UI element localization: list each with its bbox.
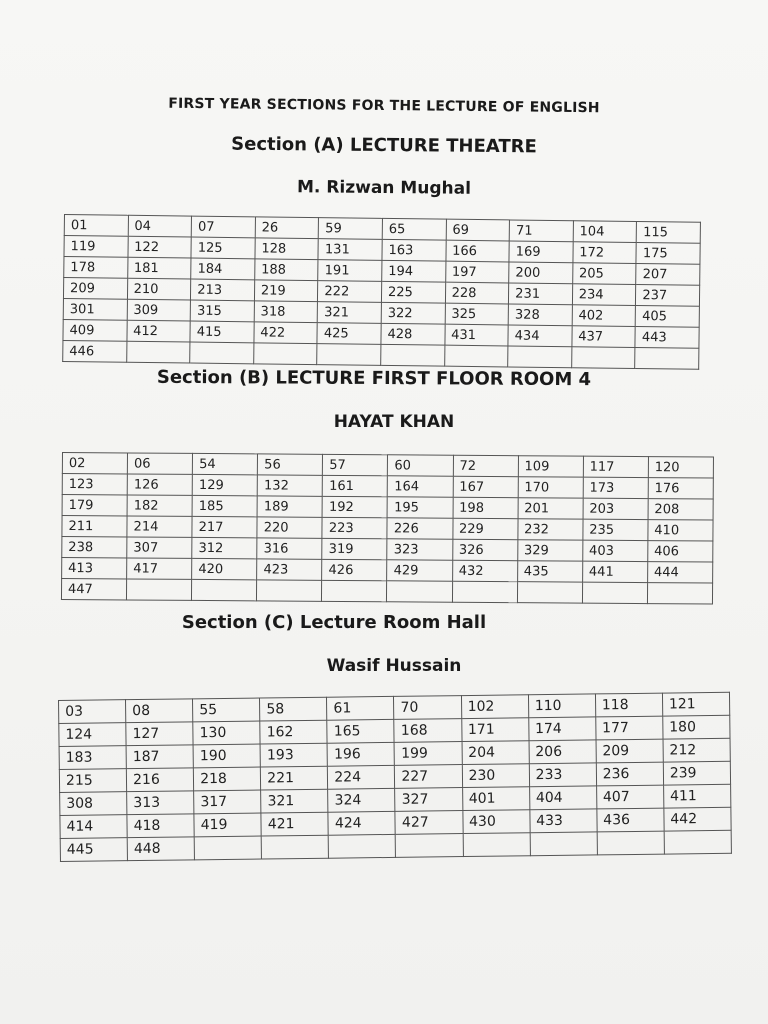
roll-number-cell: 197 <box>445 261 509 283</box>
page-title: FIRST YEAR SECTIONS FOR THE LECTURE OF ENGLISH <box>168 95 600 117</box>
roll-number-cell: 03 <box>59 700 126 724</box>
roll-number-cell: 203 <box>583 498 648 519</box>
roll-number-cell: 423 <box>257 559 322 580</box>
roll-number-cell <box>190 342 254 364</box>
roll-number-cell: 448 <box>127 837 194 861</box>
table-row <box>61 579 712 605</box>
roll-number-cell <box>530 832 597 856</box>
roll-number-cell: 171 <box>461 718 528 742</box>
roll-number-cell: 426 <box>322 559 387 580</box>
roll-number-cell <box>192 579 257 600</box>
roll-number-cell: 130 <box>193 721 260 745</box>
roll-number-cell: 70 <box>394 696 461 720</box>
roll-number-cell: 411 <box>663 784 730 808</box>
roll-number-cell: 56 <box>258 454 323 475</box>
roll-number-cell: 234 <box>572 284 636 306</box>
roll-number-cell: 422 <box>254 322 318 344</box>
roll-number-cell <box>508 346 572 368</box>
roll-number-cell: 200 <box>509 262 573 284</box>
roll-number-cell: 196 <box>327 742 394 766</box>
roll-number-cell: 401 <box>462 787 529 811</box>
roll-number-cell: 127 <box>126 722 193 746</box>
roll-number-cell: 327 <box>395 788 462 812</box>
roll-number-cell: 185 <box>192 495 257 516</box>
roll-number-cell: 233 <box>529 763 596 787</box>
roll-number-cell: 431 <box>444 324 508 346</box>
roll-number-cell: 187 <box>126 745 193 769</box>
roll-number-cell: 177 <box>595 716 662 740</box>
roll-number-cell: 189 <box>257 496 322 517</box>
roll-number-cell <box>253 343 317 365</box>
roll-number-cell: 132 <box>257 475 322 496</box>
roll-number-cell: 169 <box>509 241 573 263</box>
roll-number-cell: 69 <box>446 219 510 241</box>
roll-number-cell: 418 <box>127 814 194 838</box>
roll-number-cell: 08 <box>126 699 193 723</box>
roll-number-cell: 436 <box>597 808 664 832</box>
roll-number-cell: 209 <box>596 739 663 763</box>
roll-number-cell: 120 <box>648 457 713 478</box>
roll-number-cell: 55 <box>193 698 260 722</box>
roll-number-cell: 182 <box>127 495 192 516</box>
roll-number-cell: 168 <box>394 719 461 743</box>
roll-number-cell: 324 <box>328 788 395 812</box>
roll-number-cell: 444 <box>647 562 712 583</box>
roll-number-cell: 239 <box>663 761 730 785</box>
roll-number-cell: 218 <box>194 767 261 791</box>
roll-number-cell: 123 <box>62 474 127 495</box>
roll-number-cell: 172 <box>573 242 637 264</box>
roll-number-cell <box>396 834 463 858</box>
roll-number-cell: 06 <box>127 453 192 474</box>
roll-number-cell: 183 <box>59 746 126 770</box>
roll-number-cell: 307 <box>127 537 192 558</box>
roll-number-cell: 443 <box>635 326 699 348</box>
roll-number-cell: 214 <box>127 516 192 537</box>
roll-number-cell: 230 <box>462 764 529 788</box>
roll-number-cell: 65 <box>382 218 446 240</box>
roll-number-cell: 319 <box>322 538 387 559</box>
roll-number-cell: 232 <box>518 519 583 540</box>
roll-number-cell: 174 <box>528 717 595 741</box>
roll-number-cell: 323 <box>387 539 452 560</box>
roll-number-cell <box>463 833 530 857</box>
roll-number-cell <box>635 347 699 369</box>
roll-number-cell <box>127 579 192 600</box>
roll-number-cell: 188 <box>254 259 318 281</box>
roll-number-cell: 414 <box>60 815 127 839</box>
section-b-heading: Section (B) LECTURE FIRST FLOOR ROOM 4 <box>156 366 592 391</box>
roll-number-cell: 192 <box>322 496 387 517</box>
roll-number-cell: 413 <box>62 558 127 579</box>
roll-number-cell: 412 <box>127 320 191 342</box>
roll-number-cell: 58 <box>260 697 327 721</box>
roll-number-cell: 167 <box>453 476 518 497</box>
roll-number-cell: 210 <box>127 278 191 300</box>
roll-number-cell: 206 <box>529 740 596 764</box>
section-a-heading: Section (A) LECTURE THEATRE <box>231 133 537 158</box>
roll-number-cell: 01 <box>64 215 128 237</box>
roll-number-cell: 61 <box>327 696 394 720</box>
roll-number-cell: 170 <box>518 477 583 498</box>
roll-number-cell <box>452 581 517 602</box>
roll-number-cell <box>582 582 647 603</box>
roll-number-cell: 309 <box>127 299 191 321</box>
roll-number-cell: 102 <box>461 695 528 719</box>
roll-number-cell <box>664 830 731 854</box>
roll-number-cell <box>126 341 190 363</box>
roll-number-cell: 131 <box>318 239 382 261</box>
roll-number-cell: 315 <box>190 300 254 322</box>
roll-number-cell: 329 <box>517 540 582 561</box>
roll-number-cell: 402 <box>572 305 636 327</box>
roll-number-cell: 59 <box>319 218 383 240</box>
roll-number-cell: 104 <box>573 221 637 243</box>
roll-number-cell: 430 <box>462 810 529 834</box>
roll-number-cell: 178 <box>64 257 128 279</box>
section-b-roll-table <box>61 452 714 605</box>
section-c-heading: Section (C) Lecture Room Hall <box>181 612 487 633</box>
roll-number-cell: 175 <box>636 242 700 264</box>
roll-number-cell: 410 <box>648 520 713 541</box>
roll-number-cell: 161 <box>323 475 388 496</box>
roll-number-cell: 424 <box>328 811 395 835</box>
roll-number-cell: 54 <box>193 453 258 474</box>
section-c-roll-table <box>58 692 732 862</box>
roll-number-cell: 238 <box>62 537 127 558</box>
roll-number-cell: 301 <box>63 298 127 320</box>
roll-number-cell: 417 <box>127 558 192 579</box>
roll-number-cell <box>257 580 322 601</box>
section-a-teacher: M. Rizwan Mughal <box>296 177 472 199</box>
roll-number-cell <box>261 835 328 859</box>
roll-number-cell: 220 <box>257 517 322 538</box>
roll-number-cell: 223 <box>322 517 387 538</box>
roll-number-cell: 441 <box>582 561 647 582</box>
roll-number-cell: 165 <box>327 719 394 743</box>
roll-number-cell: 229 <box>452 518 517 539</box>
roll-number-cell: 425 <box>317 323 381 345</box>
roll-number-cell: 447 <box>61 579 126 600</box>
roll-number-cell: 227 <box>395 765 462 789</box>
roll-number-cell: 407 <box>596 785 663 809</box>
roll-number-cell: 117 <box>583 456 648 477</box>
roll-number-cell: 403 <box>583 540 648 561</box>
roll-number-cell: 217 <box>192 516 257 537</box>
roll-number-cell <box>194 836 261 860</box>
roll-number-cell: 118 <box>595 693 662 717</box>
roll-number-cell: 308 <box>60 792 127 816</box>
roll-number-cell: 404 <box>529 786 596 810</box>
roll-number-cell: 109 <box>518 456 583 477</box>
roll-number-cell: 125 <box>191 237 255 259</box>
roll-number-cell <box>444 345 508 367</box>
roll-number-cell <box>597 831 664 855</box>
roll-number-cell: 215 <box>59 769 126 793</box>
roll-number-cell: 191 <box>318 260 382 282</box>
roll-number-cell: 226 <box>387 518 452 539</box>
section-b-teacher: HAYAT KHAN <box>333 412 455 432</box>
roll-number-cell: 321 <box>318 302 382 324</box>
roll-number-cell: 212 <box>663 738 730 762</box>
roll-number-cell: 119 <box>64 236 128 258</box>
roll-number-cell <box>517 582 582 603</box>
roll-number-cell: 221 <box>261 766 328 790</box>
roll-number-cell: 318 <box>254 301 318 323</box>
roll-number-cell: 317 <box>194 790 261 814</box>
roll-number-cell: 213 <box>191 279 255 301</box>
roll-number-cell: 164 <box>388 476 453 497</box>
roll-number-cell: 166 <box>446 240 510 262</box>
roll-number-cell: 235 <box>583 519 648 540</box>
roll-number-cell: 409 <box>63 319 127 341</box>
roll-number-cell: 199 <box>395 742 462 766</box>
roll-number-cell: 419 <box>194 813 261 837</box>
roll-number-cell: 194 <box>382 260 446 282</box>
roll-number-cell <box>381 344 445 366</box>
roll-number-cell: 405 <box>636 305 700 327</box>
roll-number-cell: 445 <box>60 838 127 862</box>
roll-number-cell <box>322 580 387 601</box>
roll-number-cell: 128 <box>255 238 319 260</box>
roll-number-cell: 224 <box>328 765 395 789</box>
roll-number-cell: 60 <box>388 455 453 476</box>
roll-number-cell: 326 <box>452 539 517 560</box>
roll-number-cell: 432 <box>452 560 517 581</box>
roll-number-cell: 207 <box>636 263 700 285</box>
roll-number-cell: 180 <box>663 715 730 739</box>
roll-number-cell: 322 <box>381 302 445 324</box>
roll-number-cell: 201 <box>518 498 583 519</box>
roll-number-cell: 325 <box>445 303 509 325</box>
roll-number-cell: 428 <box>381 323 445 345</box>
roll-number-cell: 236 <box>596 762 663 786</box>
roll-number-cell <box>387 581 452 602</box>
roll-number-cell: 446 <box>63 340 127 362</box>
section-a-roll-table <box>62 214 701 370</box>
roll-number-cell: 421 <box>261 812 328 836</box>
roll-number-cell: 176 <box>648 478 713 499</box>
roll-number-cell: 179 <box>62 495 127 516</box>
roll-number-cell: 237 <box>636 284 700 306</box>
roll-number-cell: 211 <box>62 516 127 537</box>
roll-number-cell: 71 <box>509 220 573 242</box>
roll-number-cell: 173 <box>583 477 648 498</box>
roll-number-cell: 07 <box>191 216 255 238</box>
roll-number-cell: 437 <box>572 326 636 348</box>
roll-number-cell: 225 <box>381 281 445 303</box>
roll-number-cell: 04 <box>128 215 192 237</box>
roll-number-cell <box>647 583 712 604</box>
roll-number-cell: 228 <box>445 282 509 304</box>
roll-number-cell: 26 <box>255 217 319 239</box>
roll-number-cell <box>329 834 396 858</box>
roll-number-cell: 433 <box>530 809 597 833</box>
roll-number-cell: 204 <box>462 741 529 765</box>
roll-number-cell: 190 <box>193 744 260 768</box>
roll-number-cell: 126 <box>127 474 192 495</box>
roll-number-cell: 129 <box>192 474 257 495</box>
roll-number-cell: 208 <box>648 499 713 520</box>
roll-number-cell: 231 <box>509 283 573 305</box>
roll-number-cell: 110 <box>528 694 595 718</box>
roll-number-cell: 406 <box>648 541 713 562</box>
roll-number-cell: 162 <box>260 720 327 744</box>
roll-number-cell: 219 <box>254 280 318 302</box>
roll-number-cell: 328 <box>508 304 572 326</box>
roll-number-cell: 193 <box>260 743 327 767</box>
roll-number-cell: 316 <box>257 538 322 559</box>
roll-number-cell: 216 <box>126 768 193 792</box>
roll-number-cell: 442 <box>664 807 731 831</box>
section-c-teacher: Wasif Hussain <box>326 656 462 676</box>
roll-number-cell: 163 <box>382 239 446 261</box>
roll-number-cell: 198 <box>453 497 518 518</box>
roll-number-cell: 435 <box>517 561 582 582</box>
roll-number-cell: 02 <box>62 453 127 474</box>
roll-number-cell: 57 <box>323 454 388 475</box>
roll-number-cell: 427 <box>395 811 462 835</box>
roll-number-cell: 429 <box>387 560 452 581</box>
roll-number-cell: 434 <box>508 325 572 347</box>
roll-number-cell: 122 <box>128 236 192 258</box>
roll-number-cell: 181 <box>127 257 191 279</box>
roll-number-cell: 415 <box>190 321 254 343</box>
roll-number-cell: 209 <box>63 278 127 300</box>
roll-number-cell: 312 <box>192 537 257 558</box>
roll-number-cell: 121 <box>662 692 729 716</box>
roll-number-cell: 72 <box>453 455 518 476</box>
roll-number-cell: 184 <box>191 258 255 280</box>
roll-number-cell: 420 <box>192 558 257 579</box>
roll-number-cell: 205 <box>572 263 636 285</box>
roll-number-cell <box>317 344 381 366</box>
roll-number-cell: 195 <box>388 497 453 518</box>
roll-number-cell: 321 <box>261 789 328 813</box>
roll-number-cell <box>571 347 635 369</box>
roll-number-cell: 115 <box>637 221 701 243</box>
roll-number-cell: 313 <box>127 791 194 815</box>
roll-number-cell: 124 <box>59 723 126 747</box>
roll-number-cell: 222 <box>318 281 382 303</box>
